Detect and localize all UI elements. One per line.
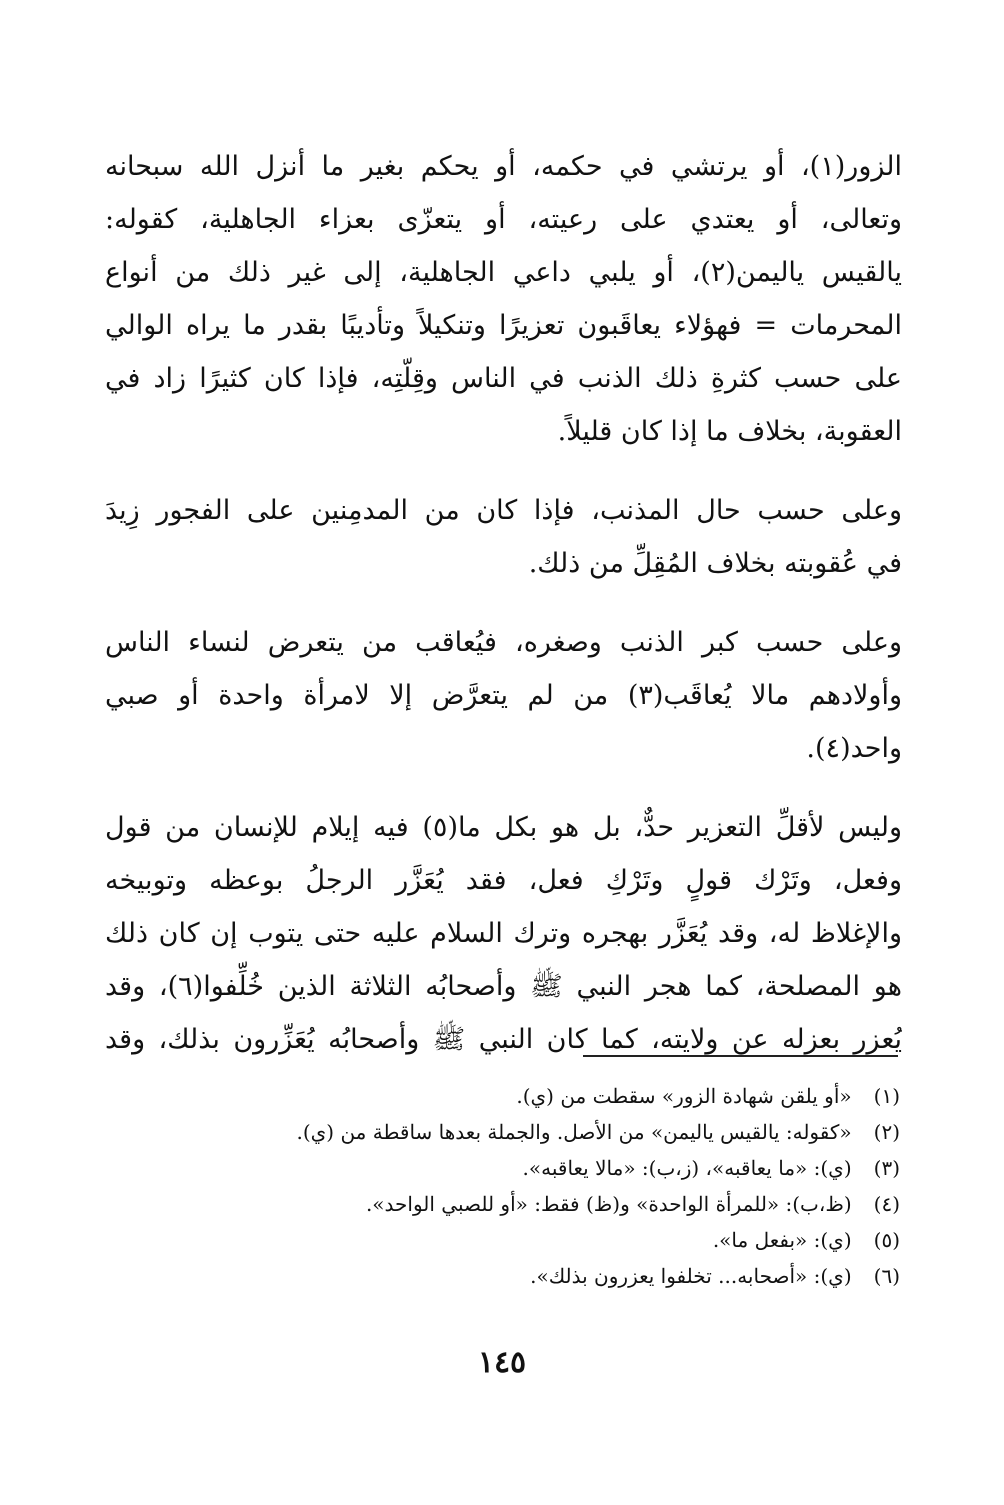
- footnote-number: (٢): [873, 1120, 900, 1144]
- footnote-item: [120, 1114, 900, 1150]
- text-line: وعلى حسب حال المذنب، فإذا كان من المدمِنين على الفجور زِيدَ: [105, 495, 902, 526]
- text-line: وليس لأقلِّ التعزير حدٌّ، بل هو بكل ما(٥) فيه إيلام للإنسان من قول: [105, 812, 902, 843]
- footnote-number: (١): [873, 1084, 900, 1108]
- paragraph: [105, 616, 902, 775]
- footnotes: [120, 1078, 900, 1294]
- text-line: العقوبة، بخلاف ما إذا كان قليلاً.: [557, 416, 902, 447]
- footnote-number: (٦): [873, 1264, 900, 1288]
- footnote-text: (ي): «ما يعاقبه»، (ز،ب): «مالا يعاقبه».: [522, 1156, 852, 1180]
- footnote-divider: [583, 1055, 898, 1057]
- footnote-text: «أو يلقن شهادة الزور» سقطت من (ي).: [516, 1084, 852, 1108]
- footnote-item: [120, 1222, 900, 1258]
- paragraph: [105, 801, 902, 1066]
- footnote-number: (٣): [873, 1156, 900, 1180]
- text-line: في عُقوبته بخلاف المُقِلِّ من ذلك.: [528, 548, 902, 579]
- text-line: وأولادهم مالا يُعاقَب(٣) من لم يتعرَّض إلا لامرأة واحدة أو صبي: [105, 680, 902, 711]
- footnote-text: (ي): «بفعل ما».: [712, 1228, 852, 1252]
- footnote-number: (٤): [873, 1192, 900, 1216]
- footnote-text: «كقوله: يالقيس ياليمن» من الأصل. والجملة بعدها ساقطة من (ي).: [296, 1120, 852, 1144]
- footnote-item: [120, 1258, 900, 1294]
- text-line: وعلى حسب كبر الذنب وصغره، فيُعاقب من يتعرض لنساء الناس: [105, 627, 902, 658]
- footnote-item: [120, 1078, 900, 1114]
- footnote-text: (ظ،ب): «للمرأة الواحدة» و(ظ) فقط: «أو للصبي الواحد».: [365, 1192, 852, 1216]
- text-line: وفعل، وتَرْك قولٍ وتَرْكِ فعل، فقد يُعَزَّر الرجلُ بوعظه وتوبيخه: [105, 865, 902, 896]
- text-line: يالقيس ياليمن(٢)، أو يلبي داعي الجاهلية، إلى غير ذلك من أنواع: [105, 257, 902, 288]
- footnote-item: [120, 1150, 900, 1186]
- text-line: والإغلاظ له، وقد يُعَزَّر بهجره وترك السلام عليه حتى يتوب إن كان ذلك: [105, 918, 902, 949]
- paragraph: [105, 140, 902, 458]
- footnote-item: [120, 1186, 900, 1222]
- text-line: يُعزر بعزله عن ولايته، كما كان النبي ﷺ وأصحابُه يُعَزِّرون بذلك، وقد: [105, 1024, 902, 1055]
- footnote-text: (ي): «أصحابه... تخلفوا يعزرون بذلك».: [530, 1264, 852, 1288]
- text-line: الزور(١)، أو يرتشي في حكمه، أو يحكم بغير ما أنزل الله سبحانه: [105, 151, 902, 182]
- text-line: وتعالى، أو يعتدي على رعيته، أو يتعزّى بعزاء الجاهلية، كقوله:: [105, 204, 902, 235]
- page-number: ١٤٥: [477, 1345, 527, 1380]
- text-line: المحرمات = فهؤلاء يعاقَبون تعزيرًا وتنكيلاً وتأديبًا بقدر ما يراه الوالي: [105, 310, 902, 341]
- text-line: واحد(٤).: [806, 733, 902, 764]
- paragraph: [105, 484, 902, 590]
- text-line: على حسب كثرةِ ذلك الذنب في الناس وقِلّتِه، فإذا كان كثيرًا زاد في: [105, 363, 902, 394]
- footnote-number: (٥): [873, 1228, 900, 1252]
- main-text: [105, 140, 902, 1066]
- text-line: هو المصلحة، كما هجر النبي ﷺ وأصحابُه الثلاثة الذين خُلِّفوا(٦)، وقد: [105, 971, 902, 1002]
